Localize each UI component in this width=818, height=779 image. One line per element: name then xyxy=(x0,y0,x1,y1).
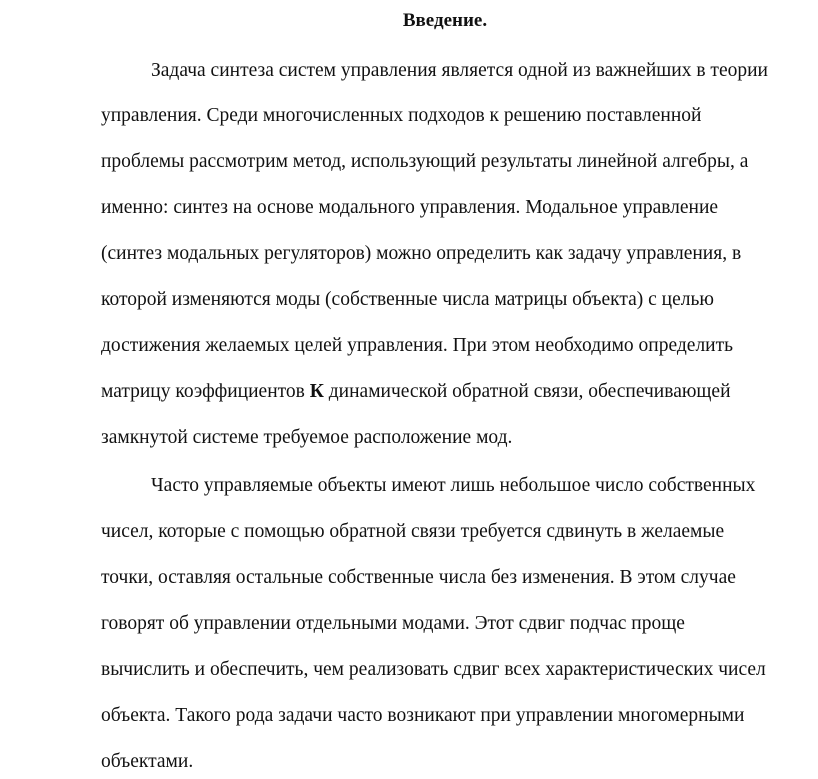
paragraph-1-line-8 xyxy=(101,380,731,404)
paragraph-2-line-3: точки, оставляя остальные собственные числа без изменения. В этом случае xyxy=(101,567,736,588)
paragraph-1-line-5: (синтез модальных регуляторов) можно определить как задачу управления, в xyxy=(101,243,742,264)
paragraph-1-line-9: замкнутой системе требуемое расположение мод. xyxy=(101,427,513,448)
paragraph-1-line-1: Задача синтеза систем управления является одной из важнейших в теории xyxy=(151,60,768,81)
matrix-k-symbol: К xyxy=(309,381,324,402)
paragraph-1-line-3: проблемы рассмотрим метод, использующий результаты линейной алгебры, а xyxy=(101,151,749,172)
paragraph-2-line-1: Часто управляемые объекты имеют лишь небольшое число собственных xyxy=(151,475,756,496)
paragraph-1-line-4: именно: синтез на основе модального управления. Модальное управление xyxy=(101,197,719,218)
line-8-text-after: динамической обратной связи, обеспечивающей xyxy=(323,381,731,402)
paragraph-1-line-2: управления. Среди многочисленных подходов к решению поставленной xyxy=(101,105,702,126)
page-title: Введение. xyxy=(402,10,488,31)
paragraph-1-line-6: которой изменяются моды (собственные числа матрицы объекта) с целью xyxy=(101,289,714,310)
paragraph-2-line-4: говорят об управлении отдельными модами. Этот сдвиг подчас проще xyxy=(101,613,685,634)
paragraph-2-line-6: объекта. Такого рода задачи часто возникают при управлении многомерными xyxy=(101,705,745,726)
paragraph-2-line-2: чисел, которые с помощью обратной связи требуется сдвинуть в желаемые xyxy=(101,521,725,542)
paragraph-2-line-5: вычислить и обеспечить, чем реализовать сдвиг всех характеристических чисел xyxy=(101,659,766,680)
paragraph-1-line-7: достижения желаемых целей управления. При этом необходимо определить xyxy=(101,335,734,356)
paragraph-2-line-7: объектами. xyxy=(101,751,194,772)
line-8-text-before: матрицу коэффициентов xyxy=(101,381,310,402)
